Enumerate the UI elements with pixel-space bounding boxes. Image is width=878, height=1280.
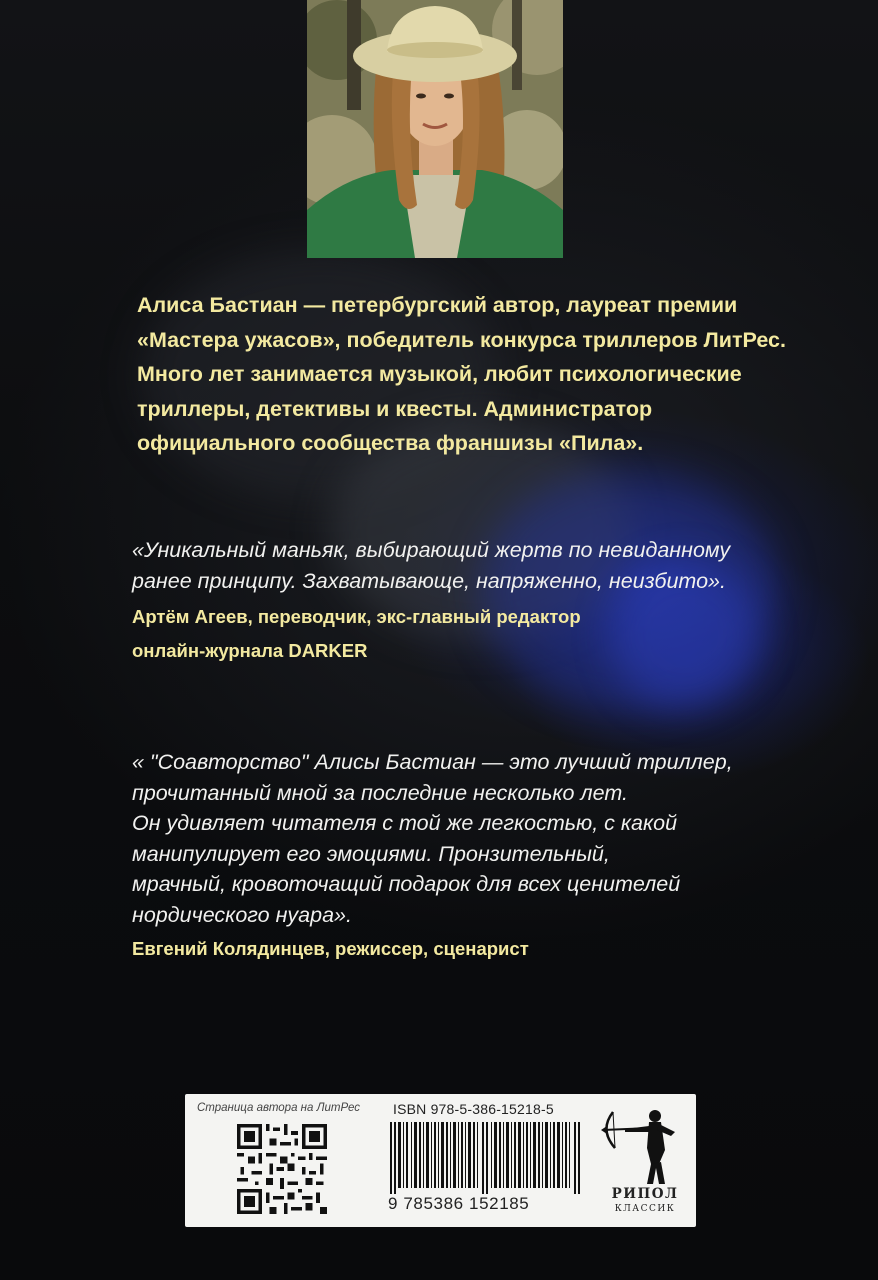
publisher-name: РИПОЛ: [611, 1186, 679, 1202]
bio-line: триллеры, детективы и квесты. Администратор: [137, 396, 653, 421]
review-quote-1: [132, 535, 792, 596]
bio-line: официального сообщества франшизы «Пила».: [137, 431, 644, 455]
quote-line: мрачный, кровоточащий подарок для всех ценителей: [132, 872, 681, 896]
review-attribution-1: [132, 600, 581, 668]
author-bio: [137, 288, 786, 461]
barcode-panel: [185, 1094, 696, 1227]
qr-code[interactable]: [237, 1124, 327, 1214]
quote-line: нордического нуара».: [132, 902, 352, 927]
bio-line: «Мастера ужасов», победитель конкурса триллеров ЛитРес.: [137, 327, 786, 352]
author-photo: [307, 0, 563, 258]
review-attribution-2: [132, 932, 529, 966]
quote-line: « "Соавторство" Алисы Бастиан — это лучший триллер,: [132, 750, 733, 774]
attribution-line: Евгений Колядинцев, режиссер, сценарист: [132, 938, 529, 959]
isbn-digits: 9 785386 152185: [388, 1194, 530, 1213]
archer-logo-icon: [595, 1102, 691, 1220]
bio-line: Алиса Бастиан — петербургский автор, лауреат премии: [137, 293, 738, 317]
bio-line: Много лет занимается музыкой, любит психологические: [137, 362, 742, 386]
isbn-label: ISBN 978-5-386-15218-5: [393, 1101, 554, 1117]
quote-line: прочитанный мной за последние несколько лет.: [132, 780, 628, 805]
quote-line: Он удивляет читателя с той же легкостью, с какой: [132, 811, 678, 835]
litres-author-page-label: Страница автора на ЛитРес: [197, 1102, 361, 1114]
quote-line: ранее принципу. Захватывающе, напряженно, неизбито».: [132, 568, 726, 593]
quote-line: манипулирует его эмоциями. Пронзительный,: [132, 841, 610, 866]
attribution-line: онлайн-журнала DARKER: [132, 640, 368, 661]
review-quote-2: [132, 747, 732, 930]
publisher-subtitle: КЛАССИК: [614, 1204, 676, 1214]
attribution-line: Артём Агеев, переводчик, экс-главный редактор: [132, 606, 581, 627]
isbn-barcode: [388, 1122, 584, 1194]
quote-line: «Уникальный маньяк, выбирающий жертв по невиданному: [132, 538, 731, 562]
